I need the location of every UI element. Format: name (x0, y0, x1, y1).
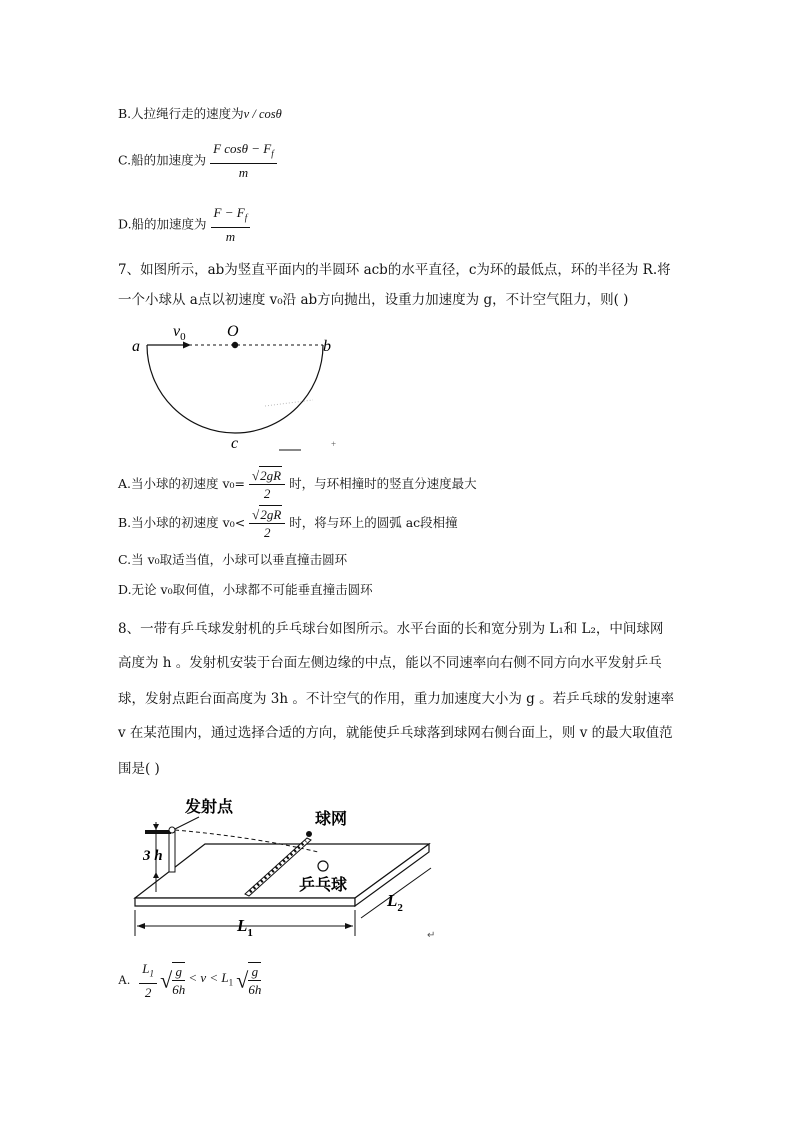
q7-option-a-den: 2 (263, 486, 271, 501)
q8-option-a: A. $\frac{L_1}{2}$ √ $\frac{g}{6h}$ < $v < L_1$ √ $\frac{g}{6h}$ (118, 961, 262, 1000)
return-mark: ↵ (427, 930, 436, 941)
option-d-numerator: F − F (213, 205, 245, 220)
option-c-numerator: F cosθ − F (213, 141, 272, 156)
stray-mark: + (331, 439, 337, 449)
option-b-text: B.人拉绳行走的速度为 (118, 106, 244, 121)
height-label: 3 h (143, 848, 163, 864)
option-c (118, 140, 277, 181)
q8-a-f1-den: 2 (144, 984, 152, 1000)
option-b-formula: v / cosθ (243, 107, 282, 121)
height-arrow-top (153, 824, 159, 830)
launch-label: 发射点 (185, 799, 234, 816)
q8-line3: 球，发射点距台面高度为 3h 。不计空气的作用，重力加速度大小为 g 。若乒乓球的发射速率 (118, 691, 675, 707)
option-c-fraction (210, 140, 277, 181)
option-c-sub: f (271, 148, 274, 159)
label-c: c (231, 435, 239, 452)
table-front (135, 898, 355, 906)
q8-figure (125, 792, 445, 948)
q7-option-b-pre: B.当小球的初速度 v₀< (118, 515, 246, 530)
l1-arrow-left (137, 923, 145, 929)
net-label: 球网 (315, 811, 348, 828)
q8-a-f1-num: L (142, 961, 150, 976)
q8-option-a-frac1 (139, 960, 157, 1001)
label-a: a (132, 338, 140, 355)
height-arrow-bottom (153, 872, 159, 878)
q8-line2: 高度为 h 。发射机安装于台面左侧边缘的中点，能以不同速率向右侧不同方向水平发射乒乓 (118, 655, 662, 671)
q7-option-b-post: 时，将与环上的圆弧 ac段相撞 (289, 515, 458, 530)
q7-option-b-den: 2 (263, 525, 271, 540)
option-c-denominator: m (238, 164, 249, 180)
q7-option-a-fraction: $\frac{√2gR}{2}$ (249, 466, 285, 502)
q7-option-a-pre: A.当小球的初速度 v₀= (118, 476, 246, 491)
q8-a-r1-den: 6h (172, 982, 186, 998)
ball-label: 乒乓球 (299, 877, 348, 894)
q7-option-b-fraction: $\frac{√2gR}{2}$ (249, 505, 285, 541)
option-c-text: C.船的加速度为 (118, 152, 207, 168)
center-point (232, 342, 238, 348)
q7-option-a-sqrt: 2gR (260, 468, 282, 483)
q8-a-r2-den: 6h (248, 982, 262, 998)
q8-a-f1-sub: 1 (149, 968, 155, 979)
label-O: O (227, 323, 239, 340)
q7-option-a (118, 466, 477, 502)
option-d-sub: f (244, 212, 248, 223)
q8-a-mid: < v < L (188, 970, 229, 985)
q7-line2: 一个小球从 a点以初速度 v₀沿 ab方向抛出，设重力加速度为 g，不计空气阻力，则( ) (118, 292, 629, 308)
q8-line1: 8、一带有乒乓球发射机的乒乓球台如图所示。水平台面的长和宽分别为 L₁和 L₂，中间球网 (118, 621, 664, 637)
q7-option-a-post: 时，与环相撞时的竖直分速度最大 (289, 476, 477, 491)
option-d-fraction (211, 204, 251, 245)
q8-a-mid-sub: 1 (228, 977, 234, 988)
q8-a-r2-num: g (248, 963, 261, 981)
launch-point (169, 827, 175, 833)
q8-option-a-pre: A. (118, 973, 131, 988)
l1-arrow-right (345, 923, 353, 929)
launcher-post (169, 830, 175, 872)
l1-label: $L_1$ (237, 916, 253, 939)
q7-option-b-sqrt: 2gR (260, 507, 282, 522)
q8-line4: v 在某范围内，通过选择合适的方向，就能使乒乓球落到球网右侧台面上，则 v 的最大取值范 (118, 725, 673, 741)
q8-line5: 围是( ) (118, 761, 160, 777)
label-v0: $v_0$ (173, 323, 186, 343)
q8-a-r1-num: g (172, 963, 185, 981)
q7-line1: 7、如图所示，ab为竖直平面内的半圆环 acb的水平直径，c为环的最低点，环的半径为 R.将 (118, 262, 671, 278)
q8-option-a-root1 (172, 962, 185, 998)
net-post (306, 831, 312, 837)
q7-option-c: C.当 v₀取适当值，小球可以垂直撞击圆环 (118, 552, 348, 567)
q7-option-b (118, 505, 458, 541)
option-d-text: D.船的加速度为 (118, 216, 207, 232)
ping-pong-ball (318, 861, 328, 871)
label-b: b (323, 338, 331, 355)
launch-pointer (175, 817, 199, 829)
table-top (135, 844, 429, 898)
q8-option-a-root2 (248, 962, 261, 998)
q7-figure (125, 318, 355, 456)
q7-option-d: D.无论 v₀取何值，小球都不可能垂直撞击圆环 (118, 582, 373, 597)
l2-label: $L_2$ (387, 891, 403, 914)
option-d-denominator: m (225, 228, 236, 244)
option-b (118, 106, 282, 122)
option-d (118, 204, 250, 245)
